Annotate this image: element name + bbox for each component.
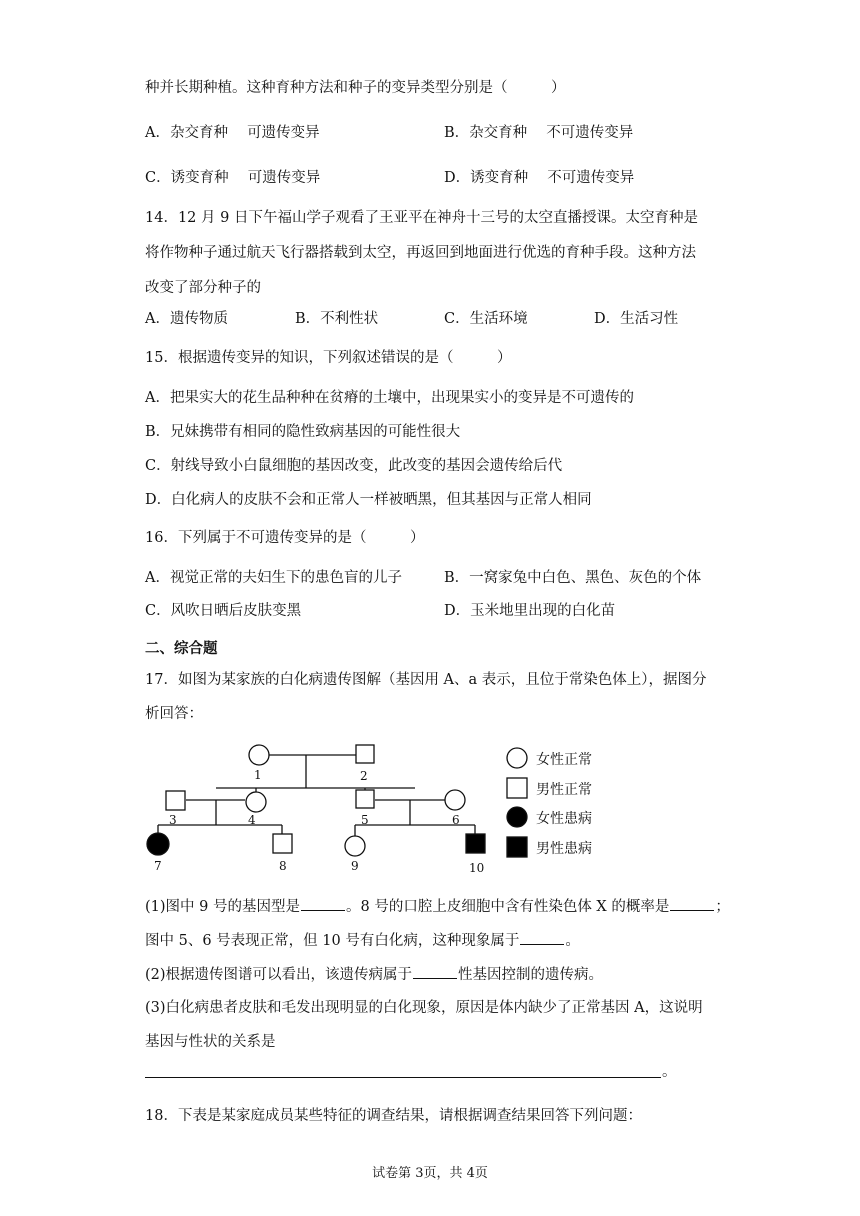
- legend-female-normal-icon: [507, 748, 527, 768]
- q13-stem-tail: 种并长期种植。这种育种方法和种子的变异类型分别是（ ）: [145, 80, 566, 96]
- q14-stem-line2: 将作物种子通过航天飞行器搭载到太空，再返回到地面进行优选的育种手段。这种方法: [145, 245, 696, 261]
- q16-option-c: C．风吹日晒后皮肤变黑: [145, 603, 302, 619]
- pedigree-label-9: 9: [351, 859, 359, 873]
- q14-option-b: B．不利性状: [295, 311, 379, 327]
- q17-part3-line2: 基因与性状的关系是: [145, 1034, 276, 1050]
- pedigree-person-3: [166, 791, 185, 810]
- q18-stem: 18．下表是某家庭成员某些特征的调查结果，请根据调查结果回答下列问题：: [145, 1108, 642, 1124]
- q14-stem-line3: 改变了部分种子的: [145, 280, 261, 296]
- q17-stem-line2: 析回答：: [145, 706, 203, 722]
- legend-female-normal: 女性正常: [536, 752, 592, 768]
- pedigree-label-6: 6: [452, 813, 460, 827]
- q14-stem-line1: 14．12 月 9 日下午福山学子观看了王亚平在神舟十三号的太空直播授课。太空育种是: [145, 210, 698, 226]
- legend-female-affected-icon: [507, 807, 527, 827]
- pedigree-person-8: [273, 834, 292, 853]
- q14-option-a: A．遗传物质: [145, 311, 228, 327]
- q17-part1-line2: 图中 5、6 号表现正常，但 10 号有白化病，这种现象属于 。: [145, 930, 580, 951]
- legend-male-affected: 男性患病: [536, 841, 592, 857]
- pedigree-label-4: 4: [248, 813, 256, 827]
- page-footer: 试卷第 3页，共 4页: [372, 1166, 488, 1181]
- q17-part3-end: 。: [662, 1064, 677, 1080]
- q15-option-c: C．射线导致小白鼠细胞的基因改变，此改变的基因会遗传给后代: [145, 458, 563, 474]
- q16-option-d: D．玉米地里出现的白化苗: [444, 603, 616, 619]
- q14-option-c: C．生活环境: [444, 311, 528, 327]
- pedigree-person-9: [345, 836, 365, 856]
- pedigree-diagram: [140, 738, 610, 878]
- q16-stem: 16．下列属于不可遗传变异的是（ ）: [145, 530, 425, 546]
- q15-stem: 15．根据遗传变异的知识，下列叙述错误的是（ ）: [145, 350, 512, 366]
- q17-part3-line1: (3)白化病患者皮肤和毛发出现明显的白化现象，原因是体内缺少了正常基因 A，这说明: [145, 1000, 703, 1016]
- q14-option-d: D．生活习性: [594, 311, 679, 327]
- q15-option-d: D．白化病人的皮肤不会和正常人一样被晒黑，但其基因与正常人相同: [145, 492, 592, 508]
- q16-option-b: B．一窝家兔中白色、黑色、灰色的个体: [444, 570, 702, 586]
- pedigree-person-4: [246, 792, 266, 812]
- answer-blank[interactable]: [301, 896, 345, 911]
- q15-option-b: B．兄妹携带有相同的隐性致病基因的可能性很大: [145, 424, 461, 440]
- q13-option-d: D．诱变育种 不可遗传变异: [444, 170, 635, 186]
- answer-blank[interactable]: [670, 896, 714, 911]
- answer-line[interactable]: [145, 1077, 661, 1078]
- pedigree-label-5: 5: [361, 813, 369, 827]
- q16-option-a: A．视觉正常的夫妇生下的患色盲的儿子: [145, 570, 402, 586]
- q13-option-b: B．杂交育种 不可遗传变异: [444, 125, 634, 141]
- q17-stem-line1: 17．如图为某家族的白化病遗传图解（基因用 A、a 表示，且位于常染色体上），据图分: [145, 672, 707, 688]
- pedigree-person-5: [356, 790, 374, 808]
- pedigree-label-2: 2: [360, 769, 368, 783]
- pedigree-label-8: 8: [279, 859, 287, 873]
- legend-male-normal-icon: [507, 778, 527, 798]
- q15-option-a: A．把果实大的花生品种种在贫瘠的土壤中，出现果实小的变异是不可遗传的: [145, 390, 634, 406]
- legend-male-affected-icon: [507, 837, 527, 857]
- q13-option-c: C．诱变育种 可遗传变异: [145, 170, 321, 186]
- answer-blank[interactable]: [413, 964, 457, 979]
- pedigree-person-2: [356, 745, 374, 763]
- answer-blank[interactable]: [520, 930, 564, 945]
- pedigree-label-3: 3: [169, 813, 177, 827]
- q17-part2: (2)根据遗传图谱可以看出，该遗传病属于 性基因控制的遗传病。: [145, 964, 603, 985]
- pedigree-person-1: [249, 745, 269, 765]
- pedigree-person-10: [466, 834, 485, 853]
- legend-female-affected: 女性患病: [536, 811, 592, 827]
- pedigree-person-7: [147, 833, 169, 855]
- pedigree-person-6: [445, 790, 465, 810]
- pedigree-label-1: 1: [254, 768, 262, 782]
- section-heading: 二、综合题: [145, 641, 218, 657]
- q17-part1-line1: (1)图中 9 号的基因型是 。8 号的口腔上皮细胞中含有性染色体 X 的概率是 ；: [145, 896, 730, 917]
- q13-option-a: A．杂交育种 可遗传变异: [145, 125, 320, 141]
- legend-male-normal: 男性正常: [536, 782, 592, 798]
- pedigree-label-7: 7: [154, 859, 162, 873]
- pedigree-label-10: 10: [469, 861, 485, 875]
